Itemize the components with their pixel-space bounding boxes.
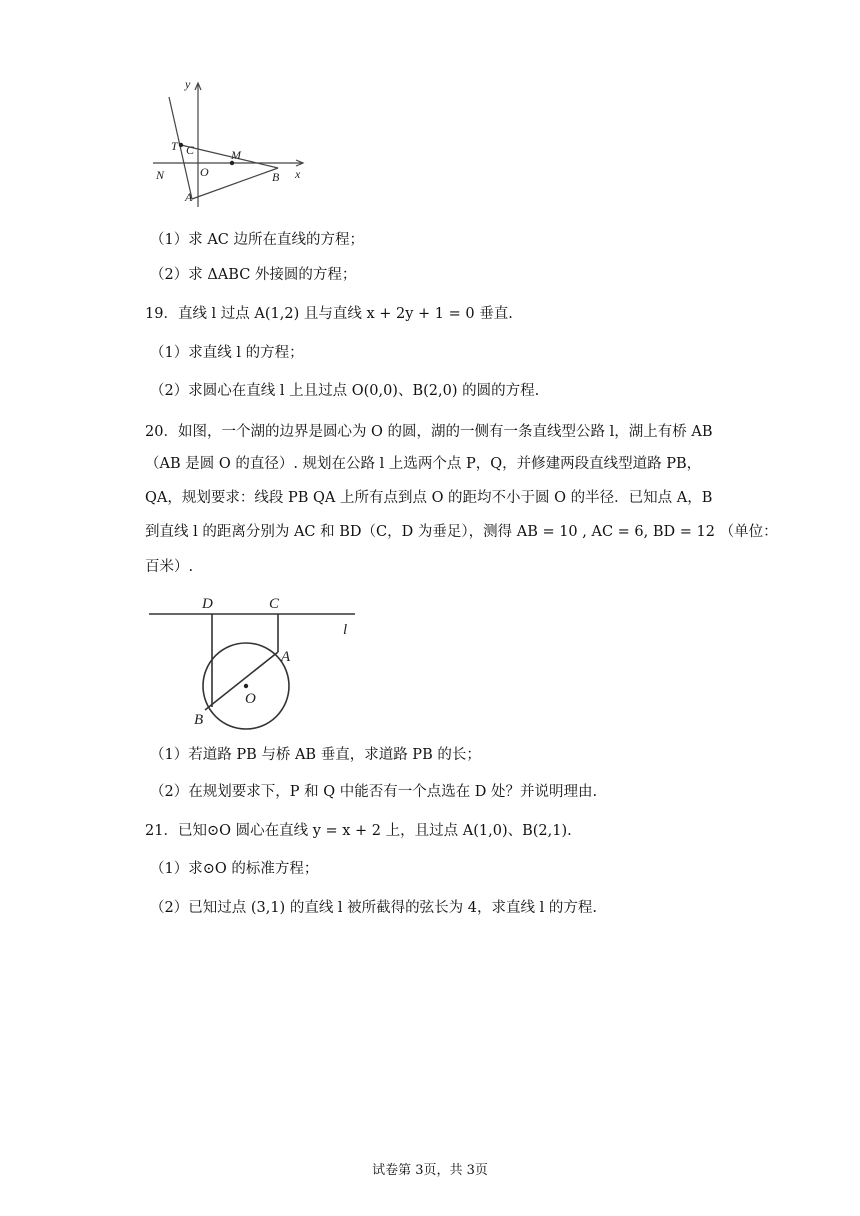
label-N: N	[156, 168, 165, 182]
label-O2: O	[245, 691, 256, 707]
q20-line4: 到直线 l 的距离分别为 AC 和 BD（C，D 为垂足），测得 AB = 10 , AC = 6, BD = 12 （单位：	[145, 524, 778, 540]
label-D: D	[202, 596, 213, 612]
q21-part2: （2）已知过点 (3,1) 的直线 l 被所截得的弦长为 4，求直线 l 的方程.	[150, 900, 597, 916]
lake-road-figure	[145, 592, 365, 732]
label-l: l	[343, 622, 348, 638]
q21-part1: （1）求⊙O 的标准方程；	[150, 861, 319, 877]
triangle-coordinate-figure	[145, 72, 315, 212]
label-O: O	[200, 165, 209, 179]
label-A: A	[185, 190, 193, 204]
q19-part1: （1）求直线 l 的方程；	[150, 345, 304, 361]
q20-part2: （2）在规划要求下，P 和 Q 中能否有一个点选在 D 处？并说明理由.	[150, 784, 598, 800]
label-B: B	[272, 170, 280, 184]
label-y: y	[185, 77, 191, 91]
q20-line2: （AB 是圆 O 的直径）. 规划在公路 l 上选两个点 P，Q，并修建两段直线型道路 PB，	[145, 456, 702, 472]
q19-stem: 19．直线 l 过点 A(1,2) 且与直线 x + 2y + 1 = 0 垂直.	[145, 306, 513, 322]
q18-part1: （1）求 AC 边所在直线的方程；	[150, 232, 365, 248]
label-M: M	[231, 148, 241, 162]
q20-part1: （1）若道路 PB 与桥 AB 垂直，求道路 PB 的长；	[150, 747, 481, 763]
q20-line1: 20．如图，一个湖的边界是圆心为 O 的圆，湖的一侧有一条直线型公路 l，湖上有桥 AB	[145, 424, 713, 440]
q21-stem: 21．已知⊙O 圆心在直线 y = x + 2 上，且过点 A(1,0)、B(2,1).	[145, 823, 572, 839]
q19-part2: （2）求圆心在直线 l 上且过点 O(0,0)、B(2,0) 的圆的方程.	[150, 383, 540, 399]
q20-line3: QA，规划要求：线段 PB QA 上所有点到点 O 的距均不小于圆 O 的半径．已知点 A，B	[145, 490, 713, 506]
q18-part2: （2）求 ΔABC 外接圆的方程；	[150, 267, 357, 283]
label-T: T	[171, 139, 178, 153]
label-x: x	[295, 167, 301, 181]
label-C: C	[186, 143, 195, 157]
page-footer: 试卷第 3页，共 3页	[372, 1163, 488, 1178]
q20-line5: 百米）.	[145, 559, 194, 575]
label-A2: A	[281, 649, 291, 665]
label-C2: C	[269, 596, 280, 612]
label-B2: B	[194, 712, 204, 728]
